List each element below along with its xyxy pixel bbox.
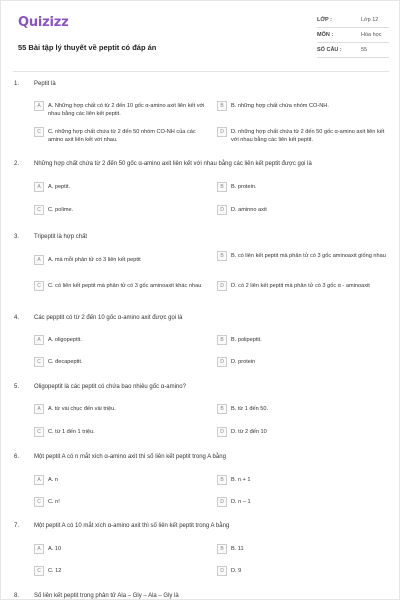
option-letter-box: B — [217, 101, 227, 111]
option-letter-box: D — [217, 497, 227, 507]
option-text: C. có liên kết peptit mà phân tử có 3 gốc aminoaxit khác nhau — [48, 283, 202, 289]
option-text: A. mà mỗi phân tử có 3 liên kết peptit — [48, 257, 141, 263]
option-text: D. những hợp chất chứa từ 2 đến 50 gốc α-amino axit liên kết với nhau bằng các liên kết peptit. — [231, 129, 385, 143]
question-number: 5. — [14, 384, 20, 390]
option-text: B. 11 — [231, 546, 244, 552]
option-letter-box: C — [34, 357, 44, 367]
option-letter-box: C — [34, 205, 44, 215]
option-text: C. 12 — [48, 568, 62, 574]
option-letter-box: A — [34, 255, 44, 265]
option-text: D. từ 2 đến 10 — [231, 429, 267, 435]
option-letter-box: B — [217, 251, 227, 261]
meta-divider — [317, 57, 389, 58]
option-text: A. n — [48, 477, 58, 483]
question-text: Các pepptit có từ 2 đến 10 gốc α-amino axit được gọi là — [34, 315, 183, 321]
question-text: Một peptit A có n mắt xích α-amino axit thì số liên kết peptit trong A bằng — [34, 454, 226, 460]
option-letter-box: C — [34, 281, 44, 291]
option-text: C. polime. — [48, 207, 74, 213]
question-text: Những hợp chất chứa từ 2 đến 50 gốc α-amino axit liên kết với nhau bằng các liên kết peptit được gọi là — [34, 161, 312, 167]
option-letter-box: B — [217, 475, 227, 485]
option-text: B. có liên kết peptit mà phân tử có 3 gốc aminoaxit giống nhau — [231, 253, 386, 259]
option-text: B. protein. — [231, 184, 257, 190]
option-text: C. từ 1 đến 1 triệu. — [48, 429, 95, 435]
option-text: C. những hợp chất chứa từ 2 đến 50 nhóm CO-NH của các amino axit liên kết với nhau. — [48, 129, 196, 143]
quizizz-logo: Quizizz — [18, 15, 69, 30]
option-letter-box: B — [217, 335, 227, 345]
option-letter-box: D — [217, 205, 227, 215]
meta-divider — [317, 42, 389, 43]
option-letter-box: D — [217, 566, 227, 576]
meta-subject-value: Hóa học — [361, 32, 382, 38]
question-text: Tripeptit là hợp chất — [34, 234, 88, 240]
option-letter-box: A — [34, 404, 44, 414]
meta-count-value: 55 — [361, 47, 368, 53]
question-number: 4. — [14, 315, 20, 321]
option-letter-box: D — [217, 427, 227, 437]
question-number: 6. — [14, 454, 20, 460]
meta-count-label: SỐ CÂU : — [317, 47, 342, 53]
question-number: 1. — [14, 81, 20, 87]
option-text: A. peptit. — [48, 184, 71, 190]
page-title: 55 Bài tập lý thuyết về peptit có đáp án — [18, 43, 157, 52]
question-text: Oligopeptit là các peptit có chứa bao nhiêu gốc α-amino? — [34, 384, 186, 390]
option-text: D. n – 1 — [231, 499, 251, 505]
meta-subject-label: MÔN : — [317, 32, 334, 38]
option-text: B. n + 1 — [231, 477, 251, 483]
option-text: A. Những hợp chất có từ 2 đến 10 gốc α-amino axit liên kết với nhau bằng các liên kết peptit. — [48, 103, 205, 117]
option-text: A. 10 — [48, 546, 62, 552]
question-number: 3. — [14, 234, 20, 240]
question-number: 8. — [14, 593, 20, 599]
meta-grade-label: LỚP : — [317, 17, 332, 23]
option-letter-box: B — [217, 404, 227, 414]
option-letter-box: A — [34, 182, 44, 192]
option-letter-box: A — [34, 544, 44, 554]
option-letter-box: B — [217, 182, 227, 192]
option-text: D. aminno axit — [231, 207, 267, 213]
option-letter-box: D — [217, 127, 227, 137]
option-text: D. 9 — [231, 568, 242, 574]
option-letter-box: B — [217, 544, 227, 554]
question-number: 2. — [14, 161, 20, 167]
header-divider — [13, 71, 389, 72]
option-text: C. n! — [48, 499, 60, 505]
option-letter-box: A — [34, 335, 44, 345]
option-letter-box: C — [34, 427, 44, 437]
option-letter-box: C — [34, 497, 44, 507]
option-letter-box: C — [34, 127, 44, 137]
option-text: B. những hợp chất chứa nhóm CO-NH. — [231, 103, 329, 109]
option-text: C. đecapeptit. — [48, 359, 83, 365]
option-text: D. protein — [231, 359, 256, 365]
question-text: Peptit là — [34, 81, 56, 87]
option-letter-box: D — [217, 281, 227, 291]
option-text: B. từ 1 đến 50. — [231, 406, 269, 412]
option-letter-box: A — [34, 475, 44, 485]
meta-divider — [317, 27, 389, 28]
option-letter-box: D — [217, 357, 227, 367]
option-text: A. từ vài chục đến vài triệu. — [48, 406, 116, 412]
option-text: A. oligopeptit. — [48, 337, 82, 343]
meta-grade-value: Lớp 12 — [361, 17, 379, 23]
question-number: 7. — [14, 523, 20, 529]
option-letter-box: C — [34, 566, 44, 576]
option-letter-box: A — [34, 101, 44, 111]
question-text: Số liên kết peptit trong phân tử Ala – Gly – Ala – Gly là — [34, 593, 179, 599]
option-text: D. có 2 liên kết peptit mà phân tử có 3 gốc α - aminoaxit — [231, 283, 370, 289]
question-text: Một peptit A có 10 mắt xích α-amino axit thì số liên kết peptit trong A bằng — [34, 523, 230, 529]
option-text: B. polipeptit. — [231, 337, 262, 343]
